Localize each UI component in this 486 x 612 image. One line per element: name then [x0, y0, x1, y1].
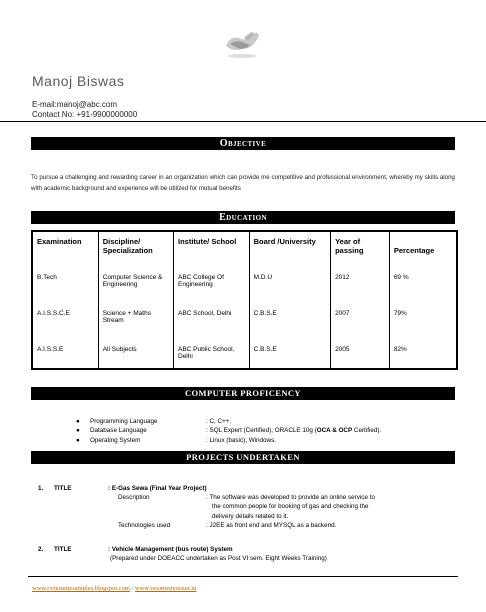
- skill-value: [206, 426, 381, 435]
- header-divider: [0, 121, 486, 122]
- table-cell: A.I.S.S.C.E: [37, 310, 70, 317]
- footer-link[interactable]: www.resumemonster.in: [135, 585, 197, 592]
- project-title: : Vehicle Management (bus route) System: [108, 546, 233, 553]
- list-item: [76, 426, 381, 435]
- table-cell: 69 %: [389, 271, 457, 307]
- education-heading: Education: [31, 211, 455, 224]
- table-cell: ABC College Of Engineering: [174, 271, 250, 307]
- skill-value-part: Certified).: [352, 427, 382, 435]
- skill-label: Operating System: [90, 436, 141, 444]
- technologies-text: : J2EE as front end and MYSQL as a backend.: [206, 521, 337, 529]
- column-header: Percentage: [389, 231, 457, 271]
- table-cell: B.Tech: [37, 274, 57, 281]
- table-cell: 2012: [331, 271, 390, 307]
- project-item: [38, 545, 327, 563]
- table-row: [32, 307, 457, 343]
- computer-proficiency-heading: COMPUTER PROFICENCY: [31, 387, 455, 400]
- table-header-row: [32, 231, 457, 271]
- project-title: : E-Gas Sewa (Final Year Project): [108, 485, 207, 492]
- description-text: the common people for booking of gas and checking the: [212, 503, 369, 511]
- description-text: delivery details related to it.: [212, 512, 289, 520]
- skill-value-bold: OCA & OCP: [316, 427, 353, 435]
- table-cell: M.D.U: [249, 271, 330, 307]
- project-title-label: TITLE: [54, 546, 72, 553]
- skill-value-part: : SQL Expert (Certified), ORACLE 10g (: [206, 427, 317, 435]
- technologies-label: Technologies used: [118, 521, 171, 529]
- table-row: [32, 271, 457, 307]
- table-row: [32, 343, 457, 369]
- table-cell: 2007: [331, 307, 390, 343]
- bullet-icon: ●: [76, 418, 80, 425]
- skills-list: [76, 417, 381, 445]
- handshake-logo-icon: [222, 26, 262, 60]
- email-text: E-mail:manoj@abc.com: [32, 100, 118, 109]
- table-cell: C.B.S.E: [249, 307, 330, 343]
- table-cell: All Subjects: [98, 343, 173, 369]
- education-table: [31, 230, 458, 370]
- project-number: 2.: [38, 546, 44, 553]
- projects-heading: PROJECTS UNDERTAKEN: [31, 451, 455, 464]
- table-cell: 82%: [389, 343, 457, 369]
- column-header: Institute/ School: [174, 231, 250, 271]
- list-item: [76, 417, 381, 426]
- skill-value: : C, C++.: [206, 418, 232, 425]
- table-cell: ABC Public School, Delhi: [174, 343, 250, 369]
- footer-divider: [28, 576, 458, 577]
- footer: [32, 585, 196, 592]
- table-cell: Computer Science & Engineering: [98, 271, 173, 307]
- skill-label: Programming Language: [90, 418, 158, 425]
- skill-value: : Linux (basic), Windows.: [206, 436, 276, 444]
- column-header: Examination: [37, 237, 82, 246]
- column-header: Year of passing: [331, 231, 390, 271]
- project-title-label: TITLE: [54, 485, 72, 492]
- skill-label: Database Language: [90, 427, 147, 435]
- table-cell: C.B.S.E: [249, 343, 330, 369]
- bullet-icon: ●: [76, 427, 80, 435]
- project-number: 1.: [38, 485, 44, 492]
- column-header: Discipline/ Specialization: [98, 231, 173, 271]
- table-cell: 2005: [331, 343, 390, 369]
- project-item: [38, 484, 375, 530]
- footer-link[interactable]: www.cvresumesamples.blogspot.com: [32, 585, 130, 592]
- objective-heading: Objective: [31, 137, 455, 150]
- description-text: : The software was developed to provide an online service to: [206, 494, 375, 502]
- candidate-name: Manoj Biswas: [32, 73, 125, 89]
- table-cell: A.I.S.S.E: [37, 346, 64, 353]
- contact-block: [32, 100, 137, 119]
- phone-text: Contact No: +91-9900000000: [32, 109, 138, 119]
- footer-separator: /: [129, 585, 136, 592]
- table-cell: Science + Maths Stream: [98, 307, 173, 343]
- project-subtitle: (Prepared under DOEACC undertaken as Post VI sem. Eight Weeks Training): [110, 555, 327, 563]
- table-cell: 79%: [389, 307, 457, 343]
- list-item: [76, 436, 381, 445]
- bullet-icon: ●: [76, 436, 80, 444]
- objective-text: To pursue a challenging and rewarding career in an organization which can provide me competitive and professional environment, whereby my skills along with academic background and experience will be utilized for mutual benefits: [31, 174, 455, 192]
- description-label: Description: [118, 494, 150, 502]
- column-header: Board /University: [249, 231, 330, 271]
- table-cell: ABC School, Delhi: [174, 307, 250, 343]
